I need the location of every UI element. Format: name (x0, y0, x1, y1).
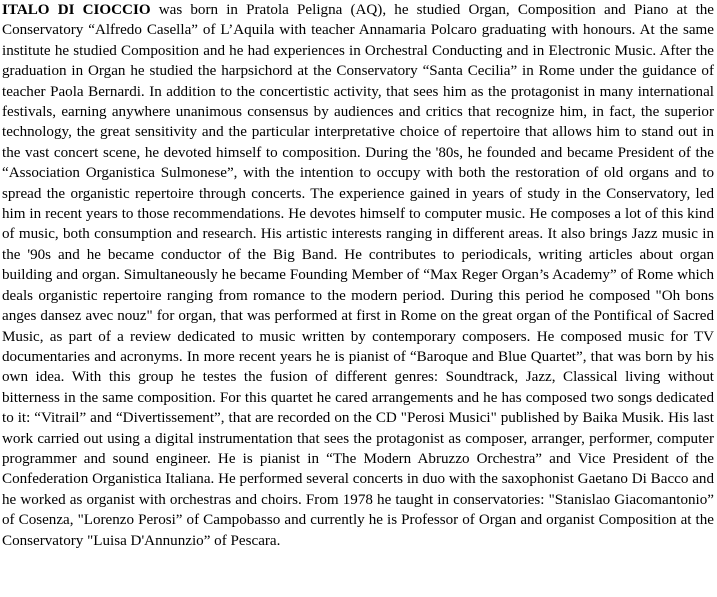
composer-name: ITALO DI CIOCCIO (2, 2, 151, 18)
biography-text: was born in Pratola Peligna (AQ), he studied Organ, Composition and Piano at the Conservatory “Alfredo Casella” of L’Aquila with teacher Annamaria Polcaro graduating with honours. At the same institute he studied Composition and he had experiences in Orchestral Conducting and in Electronic Music. After the graduation in Organ he studied the harpsichord at the Conservatory “Santa Cecilia” in Rome under the guidance of teacher Paola Bernardi. In addition to the concertistic activity, that sees him as the protagonist in many international festivals, earning anywhere unanimous consensus by audiences and critics that recognize him, in fact, the superior technology, the great sensitivity and the particular interpretative choice of repertoire that allows him to stand out in the vast concert scene, he devoted himself to composition. During the '80s, he founded and became President of the “Association Organistica Sulmonese”, with the intention to occupy with both the restoration of old organs and to spread the organistic repertoire through concerts. The experience gained in years of study in the Conservatory, led him in recent years to those recommendations. He devotes himself to computer music. He composes a lot of this kind of music, both consumption and research. His artistic interests ranging in different areas. It also brings Jazz music in the '90s and he became conductor of the Big Band. He contributes to periodicals, writing articles about organ building and organ. Simultaneously he became Founding Member of “Max Reger Organ’s Academy” of Rome which deals organistic repertoire ranging from romance to the modern period. During this period he composed "Oh bons anges dansez avec nouz" for organ, that was performed at first in Rome on the great organ of the Pontifical of Sacred Music, as part of a review dedicated to music written by contemporary composers. He composed music for TV documentaries and acronyms. In more recent years he is pianist of “Baroque and Blue Quartet”, that was born by his own idea. With this group he testes the fusion of different genres: Soundtrack, Jazz, Classical living without bitterness in the same composition. For this quartet he cared arrangements and he has composed two songs dedicated to it: “Vitrail” and “Divertissement”, that are recorded on the CD "Perosi Musici" published by Baika Musik. His last work carried out using a digital instrumentation that sees the protagonist as composer, arranger, performer, computer programmer and sound engineer. He is pianist in “The Modern Abruzzo Orchestra” and Vice President of the Confederation Organistica Italiana. He performed several concerts in duo with the saxophonist Gaetano Di Bacco and he worked as organist with orchestras and choirs. From 1978 he taught in conservatories: "Stanislao Giacomantonio” of Cosenza, "Lorenzo Perosi” of Campobasso and currently he is Professor of Organ and organist Composition at the Conservatory "Luisa D'Annunzio” of Pescara. (2, 2, 715, 549)
